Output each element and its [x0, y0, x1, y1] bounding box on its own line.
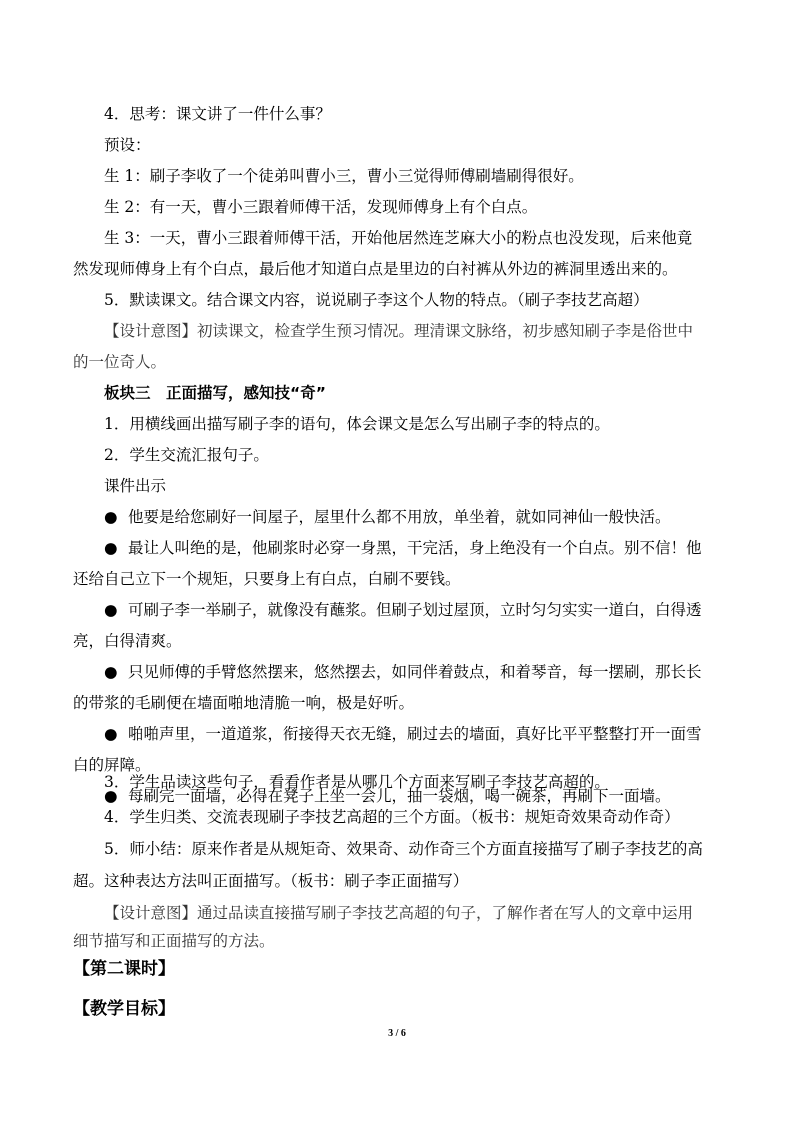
task-1: 1．用横线画出描写刷子李的语句，体会课文是怎么写出刷子李的特点的。: [104, 415, 610, 433]
teaching-goals-heading: 【教学目标】: [73, 999, 175, 1019]
page-number: 3 / 6: [388, 1028, 406, 1039]
bullet-icon: ●: [104, 601, 118, 619]
design-intent-2-cont: 细节描写和正面描写的方法。: [73, 932, 275, 950]
task-2: 2．学生交流汇报句子。: [104, 446, 269, 464]
second-lesson-heading: 【第二课时】: [73, 959, 175, 979]
task-4: 4．学生归类、交流表现刷子李技艺高超的三个方面。（板书：规矩奇效果奇动作奇）: [104, 808, 680, 826]
task-3: 3．学生品读这些句子，看看作者是从哪几个方面来写刷子李技艺高超的。: [104, 773, 610, 791]
design-intent-1-cont: 的一位奇人。: [73, 353, 167, 371]
bullet-sentence-3-cont: 亮，白得清爽。: [73, 632, 182, 650]
task-5: 5．师小结：原来作者是从规矩奇、效果奇、动作奇三个方面直接描写了刷子李技艺的高: [104, 840, 703, 858]
bullet-icon: ●: [104, 539, 118, 557]
bullet-sentence-1: ● 他要是给您刷好一间屋子，屋里什么都不用放，单坐着，就如同神仙一般快活。: [104, 508, 671, 526]
bullet-sentence-6: ● 每刷完一面墙，必得在凳子上坐一会儿，抽一袋烟，喝一碗茶，再刷下一面墙。: [104, 787, 671, 805]
student-1-answer: 生 1：刷子李收了一个徒弟叫曹小三，曹小三觉得师傅刷墙刷得很好。: [104, 167, 584, 185]
bullet-sentence-3: ● 可刷子李一举刷子，就像没有蘸浆。但刷子划过屋顶，立时匀匀实实一道白，白得透: [104, 601, 702, 619]
design-intent-2: 【设计意图】通过品读直接描写刷子李技艺高超的句子，了解作者在写人的文章中运用: [104, 904, 694, 922]
bullet-sentence-5-cont: 白的屏障。: [73, 756, 151, 774]
bullet-sentence-2-cont: 还给自己立下一个规矩，只要身上有白点，白刷不要钱。: [73, 570, 461, 588]
section-heading-3: 板块三 正面描写，感知技“奇”: [104, 384, 326, 402]
courseware-label: 课件出示: [104, 477, 167, 495]
bullet-icon: ●: [104, 725, 118, 743]
bullet-sentence-4-cont: 的带浆的毛刷便在墙面啪地清脆一响，极是好听。: [73, 694, 415, 712]
student-3-answer-cont: 然发现师傅身上有个白点，最后他才知道白点是里边的白衬裤从外边的裤洞里透出来的。: [73, 260, 678, 278]
question-5: 5．默读课文。结合课文内容，说说刷子李这个人物的特点。（刷子李技艺高超）: [104, 291, 649, 309]
preset-label: 预设：: [104, 136, 151, 154]
task-5-cont: 超。这种表达方法叫正面描写。（板书：刷子李正面描写）: [73, 872, 469, 890]
bullet-sentence-5: ● 啪啪声里，一道道浆，衔接得天衣无缝，刷过去的墙面，真好比平平整整打开一面雪: [104, 725, 702, 743]
bullet-icon: ●: [104, 663, 118, 681]
student-3-answer: 生 3：一天，曹小三跟着师傅干活，开始他居然连芝麻大小的粉点也没发现，后来他竟: [104, 229, 693, 247]
question-4: 4．思考：课文讲了一件什么事？: [104, 105, 331, 123]
design-intent-1: 【设计意图】初读课文，检查学生预习情况。理清课文脉络，初步感知刷子李是俗世中: [104, 322, 694, 340]
bullet-sentence-2: ● 最让人叫绝的是，他刷浆时必穿一身黑，干完活，身上绝没有一个白点。别不信！他: [104, 539, 702, 557]
student-2-answer: 生 2：有一天，曹小三跟着师傅干活，发现师傅身上有个白点。: [104, 198, 538, 216]
bullet-sentence-4: ● 只见师傅的手臂悠然摆来，悠然摆去，如同伴着鼓点，和着琴音，每一摆刷，那长长: [104, 663, 702, 681]
bullet-icon: ●: [104, 787, 118, 805]
bullet-icon: ●: [104, 508, 118, 526]
